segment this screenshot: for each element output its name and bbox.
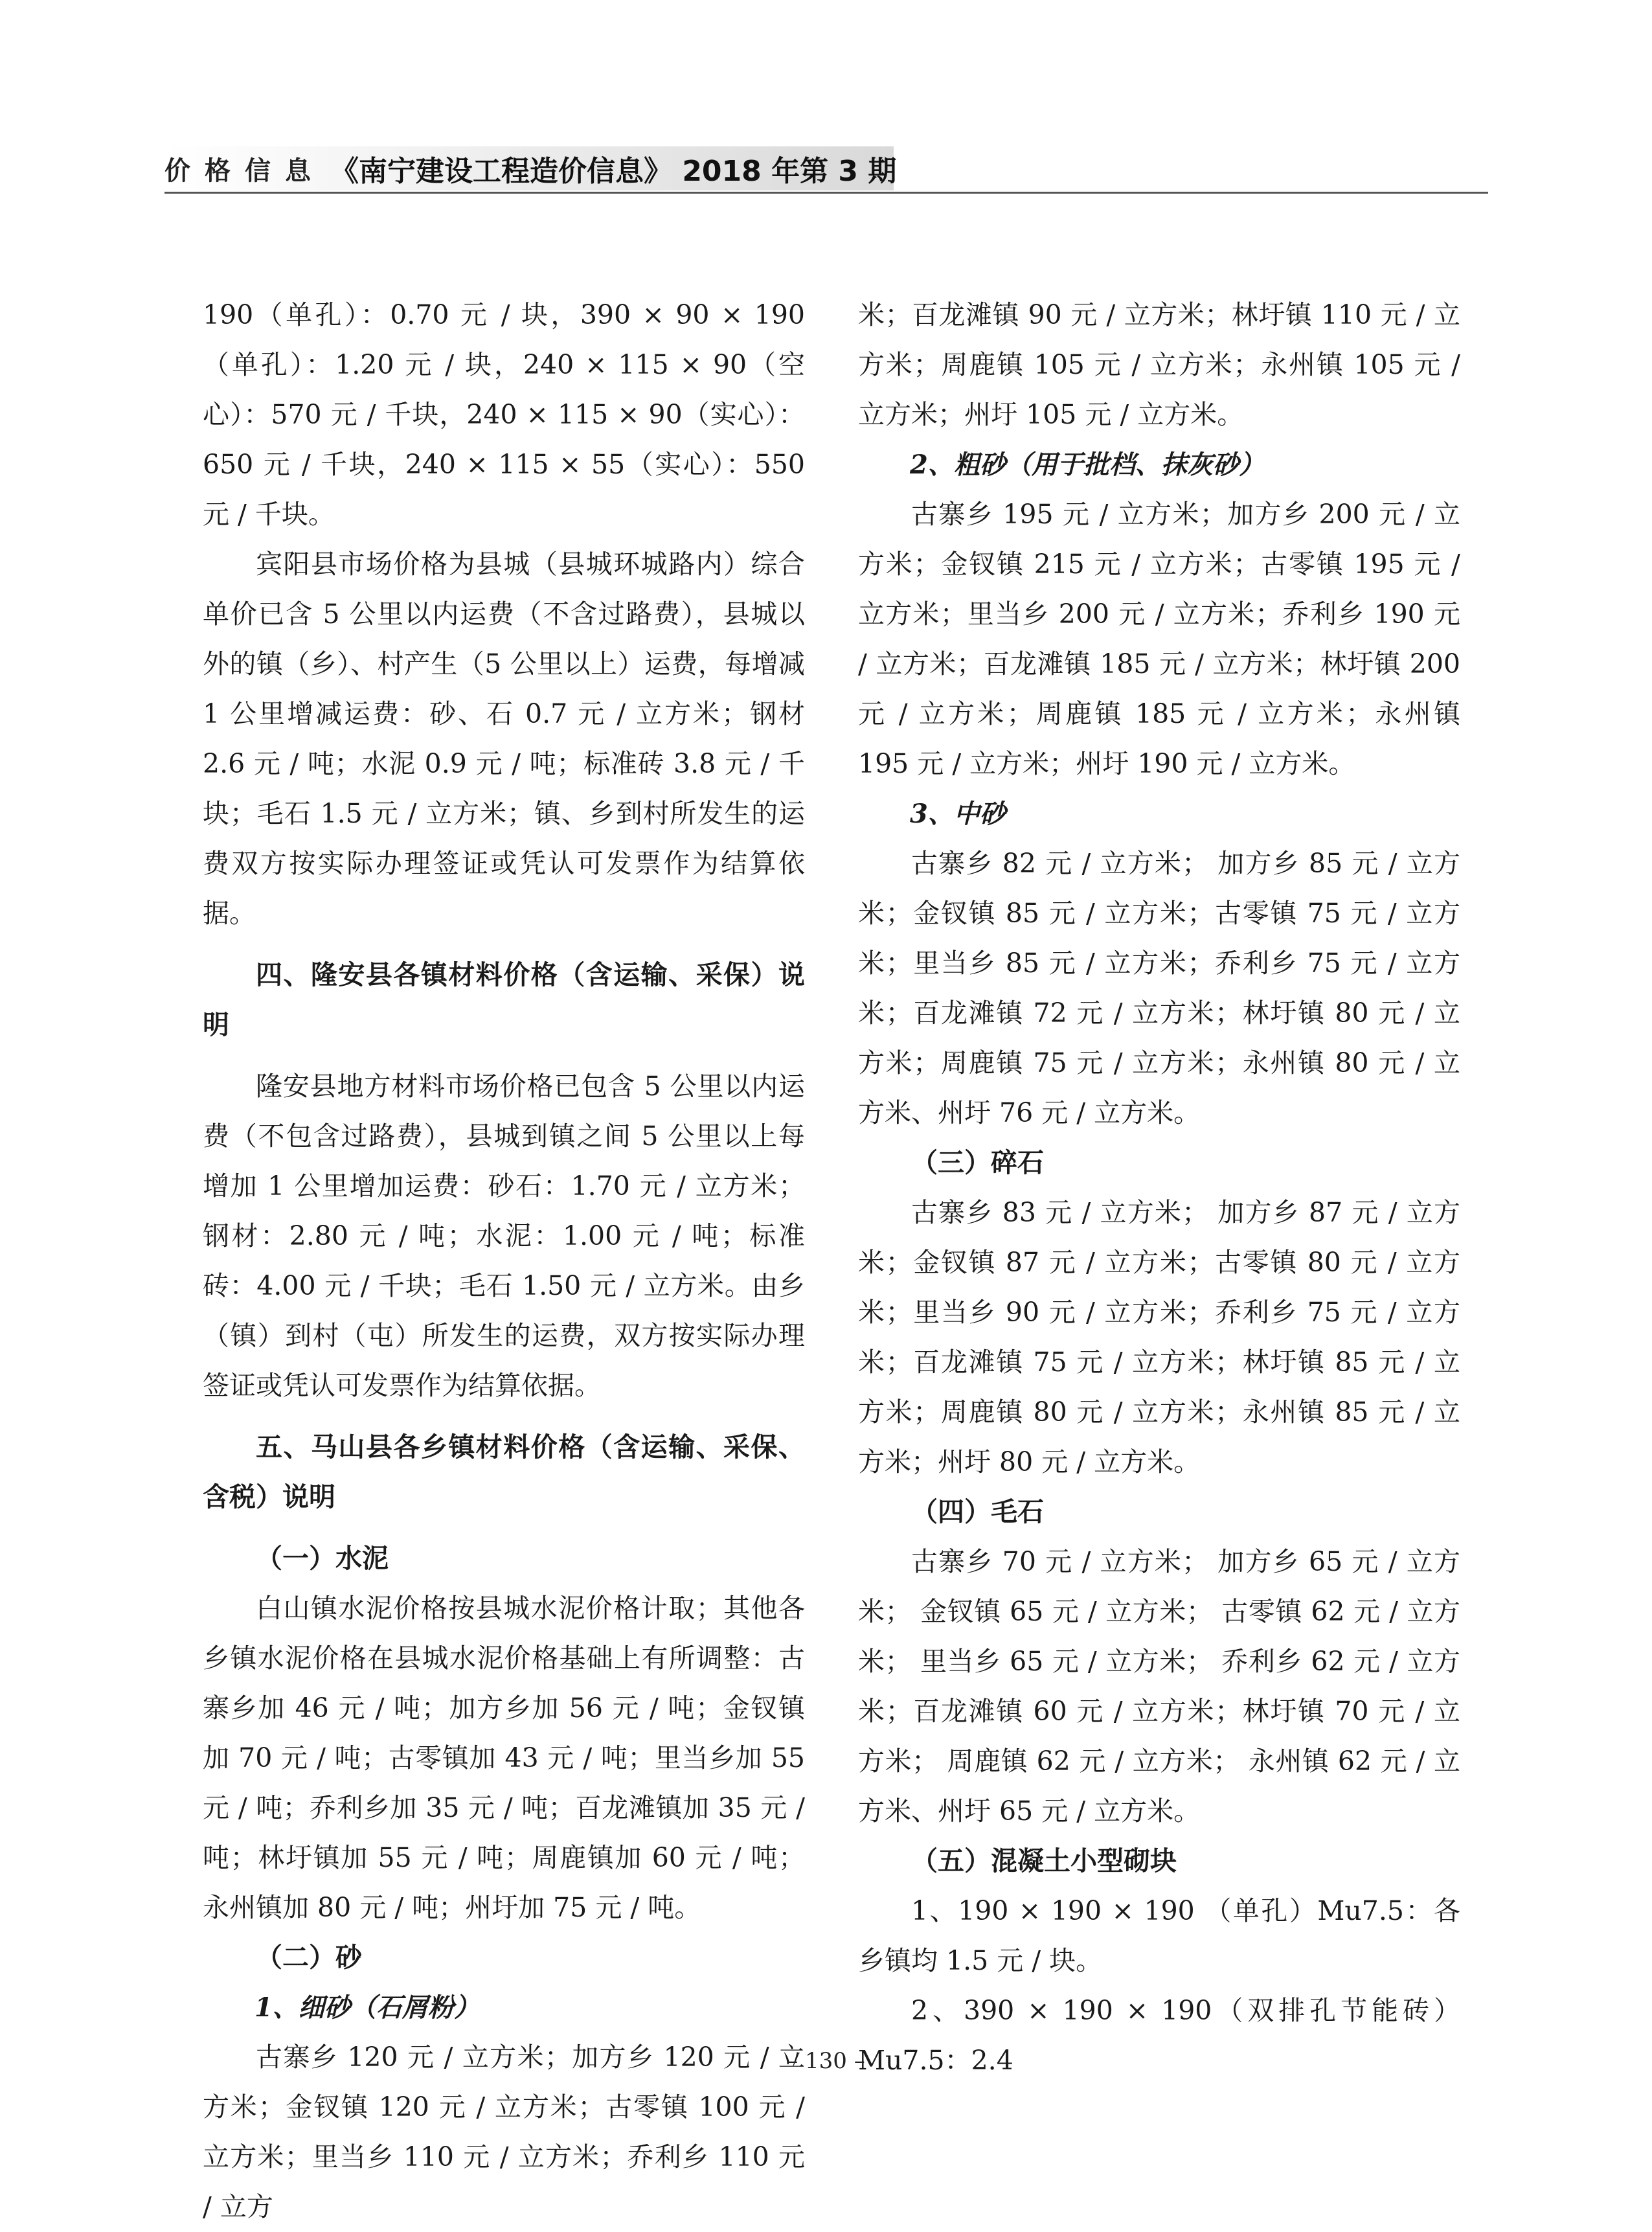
- header-rule: [164, 192, 1488, 194]
- right-column: [858, 290, 1460, 2086]
- paragraph-coarse-sand: 古寨乡 195 元 / 立方米；加方乡 200 元 / 立方米；金钗镇 215 元 / 立方米；古零镇 195 元 / 立方米；里当乡 200 元 / 立方米；乔利乡 190 元 / 立方米；百龙滩镇 185 元 / 立方米；林圩镇 200 元 / 立方米；周鹿镇 185 元 / 立方米；永州镇 195 元 / 立方米；州圩 190 元 / 立方米。: [858, 499, 1460, 779]
- paragraph-fine-sand: 古寨乡 120 元 / 立方米；加方乡 120 元 / 立方米；金钗镇 120 元 / 立方米；古零镇 100 元 / 立方米；里当乡 110 元 / 立方米；乔利乡 110 元 / 立方: [203, 2042, 805, 2222]
- paragraph-binyang-transport: 宾阳县市场价格为县城（县城环城路内）综合单价已含 5 公里以内运费（不含过路费），县城以外的镇（乡）、村产生（5 公里以上）运费，每增减 1 公里增减运费：砂、石 0.7 元 / 立方米；钢材 2.6 元 / 吨；水泥 0.9 元 / 吨；标准砖 3.8 元 / 千块；毛石 1.5 元 / 立方米；镇、乡到村所发生的运费双方按实际办理签证或凭认可发票作为结算依据。: [203, 549, 805, 929]
- heading-mashan: 五、马山县各乡镇材料价格（含运输、采保、含税）说明: [203, 1431, 805, 1512]
- left-column: [203, 290, 805, 2232]
- heading-fine-sand: 1、细砂（石屑粉）: [255, 1992, 480, 2023]
- paragraph-block-1: 1、190 × 190 × 190 （单孔）Mu7.5：各乡镇均 1.5 元 / 块。: [858, 1895, 1460, 1976]
- paragraph-fine-sand-cont: 米；百龙滩镇 90 元 / 立方米；林圩镇 110 元 / 立方米；周鹿镇 105 元 / 立方米；永州镇 105 元 / 立方米；州圩 105 元 / 立方米。: [858, 299, 1460, 430]
- paragraph-block-2: 2、390 × 190 × 190（双排孔节能砖）Mu7.5：2.4: [858, 1995, 1460, 2076]
- heading-gravel: （三）碎石: [911, 1147, 1044, 1178]
- running-header: [164, 146, 897, 190]
- heading-medium-sand: 3、中砂: [910, 799, 1006, 829]
- heading-concrete-block: （五）混凝土小型砌块: [911, 1845, 1177, 1876]
- header-section-label: 价格信息: [164, 155, 325, 186]
- heading-coarse-sand: 2、粗砂（用于批档、抹灰砂）: [910, 450, 1265, 480]
- header-publication-title: 《南宁建设工程造价信息》 2018 年第 3 期: [330, 155, 897, 188]
- paragraph-rubble: 古寨乡 70 元 / 立方米； 加方乡 65 元 / 立方米； 金钗镇 65 元 / 立方米； 古零镇 62 元 / 立方米； 里当乡 65 元 / 立方米； 乔利乡 62 元 / 立方米；百龙滩镇 60 元 / 立方米；林圩镇 70 元 / 立方米； 周鹿镇 62 元 / 立方米； 永州镇 62 元 / 立方米、州圩 65 元 / 立方米。: [858, 1546, 1460, 1827]
- paragraph-block-prices-cont: 190（单孔）：0.70 元 / 块，390 × 90 × 190（单孔）：1.20 元 / 块，240 × 115 × 90（空心）：570 元 / 千块，240 × 115 × 90（实心）：650 元 / 千块，240 × 115 × 55（实心）：550 元 / 千块。: [203, 299, 805, 530]
- paragraph-medium-sand: 古寨乡 82 元 / 立方米； 加方乡 85 元 / 立方米；金钗镇 85 元 / 立方米；古零镇 75 元 / 立方米；里当乡 85 元 / 立方米；乔利乡 75 元 / 立方米；百龙滩镇 72 元 / 立方米；林圩镇 80 元 / 立方米；周鹿镇 75 元 / 立方米；永州镇 80 元 / 立方米、州圩 76 元 / 立方米。: [858, 848, 1460, 1128]
- heading-longan: 四、隆安县各镇材料价格（含运输、采保）说明: [203, 959, 805, 1040]
- heading-rubble: （四）毛石: [911, 1496, 1044, 1527]
- heading-cement: （一）水泥: [256, 1543, 389, 1574]
- heading-sand: （二）砂: [256, 1942, 362, 1973]
- paragraph-longan-transport: 隆安县地方材料市场价格已包含 5 公里以内运费（不包含过路费），县城到镇之间 5 公里以上每增加 1 公里增加运费：砂石：1.70 元 / 立方米；钢材：2.80 元 / 吨；水泥：1.00 元 / 吨；标准砖：4.00 元 / 千块；毛石 1.50 元 / 立方米。由乡（镇）到村（屯）所发生的运费，双方按实际办理签证或凭认可发票作为结算依据。: [203, 1071, 805, 1401]
- paragraph-cement: 白山镇水泥价格按县城水泥价格计取；其他各乡镇水泥价格在县城水泥价格基础上有所调整：古寨乡加 46 元 / 吨；加方乡加 56 元 / 吨；金钗镇加 70 元 / 吨；古零镇加 43 元 / 吨；里当乡加 55 元 / 吨；乔利乡加 35 元 / 吨；百龙滩镇加 35 元 / 吨；林圩镇加 55 元 / 吨；周鹿镇加 60 元 / 吨；永州镇加 80 元 / 吨；州圩加 75 元 / 吨。: [203, 1593, 805, 1923]
- page-number: – 130 –: [787, 2048, 865, 2074]
- paragraph-gravel: 古寨乡 83 元 / 立方米； 加方乡 87 元 / 立方米；金钗镇 87 元 / 立方米；古零镇 80 元 / 立方米；里当乡 90 元 / 立方米；乔利乡 75 元 / 立方米；百龙滩镇 75 元 / 立方米；林圩镇 85 元 / 立方米；周鹿镇 80 元 / 立方米；永州镇 85 元 / 立方米；州圩 80 元 / 立方米。: [858, 1197, 1460, 1477]
